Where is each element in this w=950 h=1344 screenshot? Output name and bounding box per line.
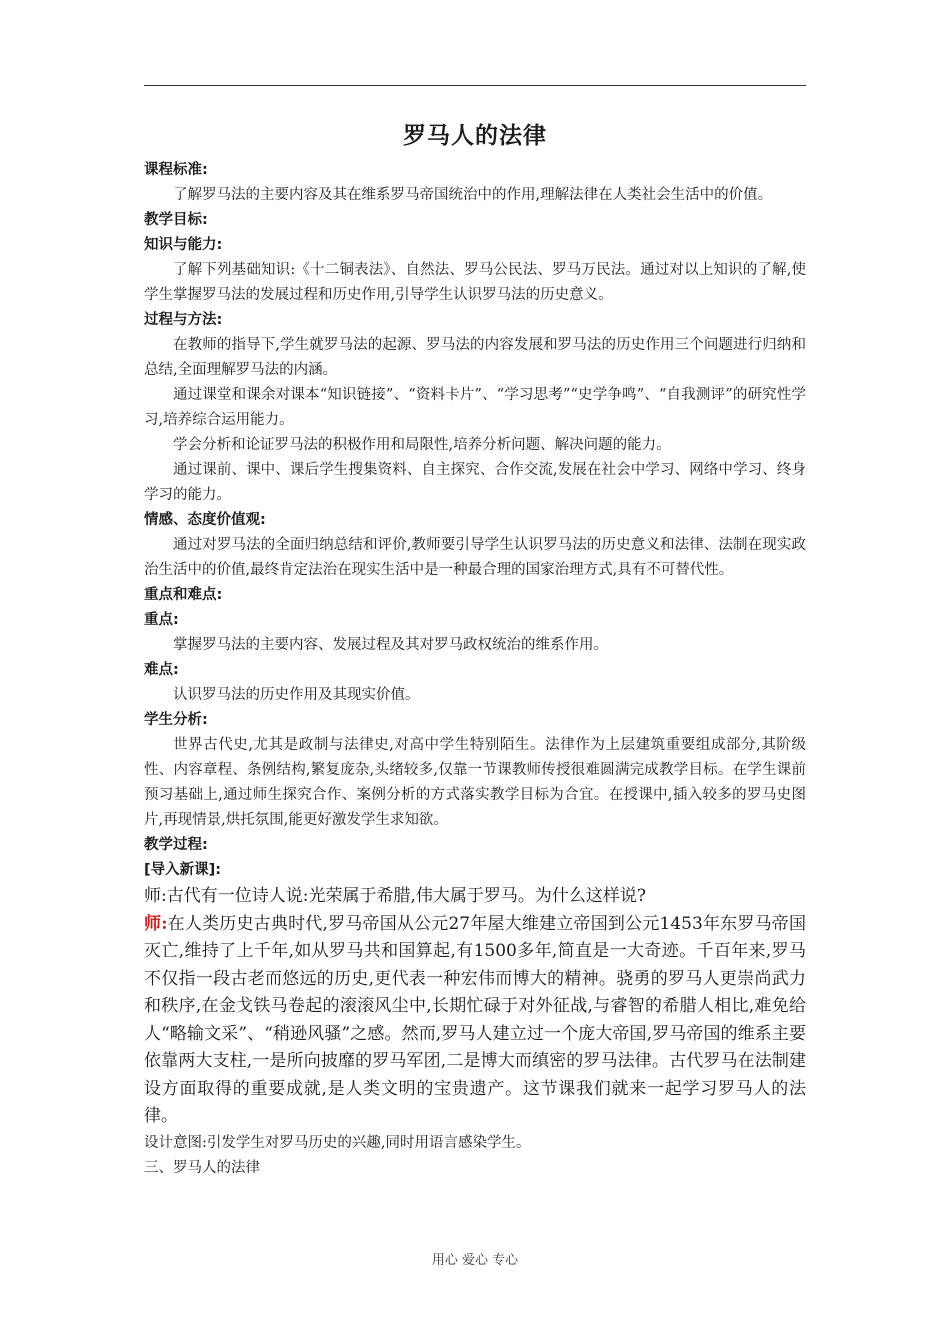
teacher-answer: [144, 911, 806, 1131]
page-footer: 用心 爱心 专心: [431, 1253, 519, 1268]
emotion-heading: 情感、态度价值观:: [144, 512, 266, 528]
document-body: [144, 118, 806, 1181]
teacher-label: 师:: [144, 913, 168, 934]
page-title: 罗马人的法律: [403, 123, 547, 149]
keypoints-heading: 重点和难点:: [144, 587, 223, 603]
goals-heading: 教学目标:: [144, 212, 208, 228]
process-heading: 过程与方法:: [144, 312, 223, 328]
teacher-answer-text: 在人类历史古典时代,罗马帝国从公元27年屋大维建立帝国到公元1453年东罗马帝国灭亡,维持了上千年,如从罗马共和国算起,有1500多年,简直是一大奇迹。千百年来,罗马不仅指一段古老而悠远的历史,更代表一种宏伟而博大的精神。骁勇的罗马人更崇尚武力和秩序,在金戈铁马卷起的滚滚风尘中,长期忙碌于对外征战,与睿智的希腊人相比,难免给人“略输文采”、“稍逊风骚”之感。然而,罗马人建立过一个庞大帝国,罗马帝国的维系主要依靠两大支柱,一是所向披靡的罗马军团,二是博大而缜密的罗马法律。古代罗马在法制建设方面取得的重要成就,是人类文明的宝贵遗产。这节课我们就来一起学习罗马人的法律。: [144, 913, 806, 1126]
header-rule: [144, 85, 806, 86]
key-heading: 重点:: [144, 612, 179, 628]
design-intent: 设计意图:引发学生对罗马历史的兴趣,同时用语言感染学生。: [144, 1134, 531, 1151]
difficult-text: 认识罗马法的历史作用及其现实价值。: [173, 687, 420, 703]
curriculum-heading: 课程标准:: [144, 162, 208, 178]
difficult-heading: 难点:: [144, 662, 179, 678]
process-paragraph-2: 通过课堂和课余对课本“知识链接”、“资料卡片”、“学习思考”“史学争鸣”、“自我测评”的研究性学习,培养综合运用能力。: [144, 387, 806, 428]
process-paragraph-1: 在教师的指导下,学生就罗马法的起源、罗马法的内容发展和罗马法的历史作用三个问题进行归纳和总结,全面理解罗马法的内涵。: [144, 337, 806, 378]
students-text: 世界古代史,尤其是政制与法律史,对高中学生特别陌生。法律作为上层建筑重要组成部分,其阶级性、内容章程、条例结构,繁复庞杂,头绪较多,仅靠一节课教师传授很难圆满完成教学目标。在学生课前预习基础上,通过师生探究合作、案例分析的方式落实教学目标为合宜。在授课中,插入较多的罗马史图片,再现情景,烘托氛围,能更好激发学生求知欲。: [144, 737, 806, 828]
students-heading: 学生分析:: [144, 712, 208, 728]
teacher-question: 师:古代有一位诗人说:光荣属于希腊,伟大属于罗马。为什么这样说?: [144, 886, 646, 906]
process-paragraph-4: 通过课前、课中、课后学生搜集资料、自主探究、合作交流,发展在社会中学习、网络中学习、终身学习的能力。: [144, 462, 806, 503]
intro-heading: [导入新课]:: [144, 862, 222, 878]
teaching-process-heading: 教学过程:: [144, 837, 208, 853]
emotion-text: 通过对罗马法的全面归纳总结和评价,教师要引导学生认识罗马法的历史意义和法律、法制在现实政治生活中的价值,最终肯定法治在现实生活中是一种最合理的国家治理方式,具有不可替代性。: [144, 537, 806, 578]
section-three-title: 三、罗马人的法律: [144, 1159, 260, 1176]
key-text: 掌握罗马法的主要内容、发展过程及其对罗马政权统治的维系作用。: [173, 637, 608, 653]
knowledge-text: 了解下列基础知识:《十二铜表法》、自然法、罗马公民法、罗马万民法。通过对以上知识的了解,使学生掌握罗马法的发展过程和历史作用,引导学生认识罗马法的历史意义。: [144, 262, 806, 303]
knowledge-heading: 知识与能力:: [144, 237, 223, 253]
curriculum-text: 了解罗马法的主要内容及其在维系罗马帝国统治中的作用,理解法律在人类社会生活中的价值。: [173, 187, 773, 203]
process-paragraph-3: 学会分析和论证罗马法的积极作用和局限性,培养分析问题、解决问题的能力。: [173, 437, 671, 453]
